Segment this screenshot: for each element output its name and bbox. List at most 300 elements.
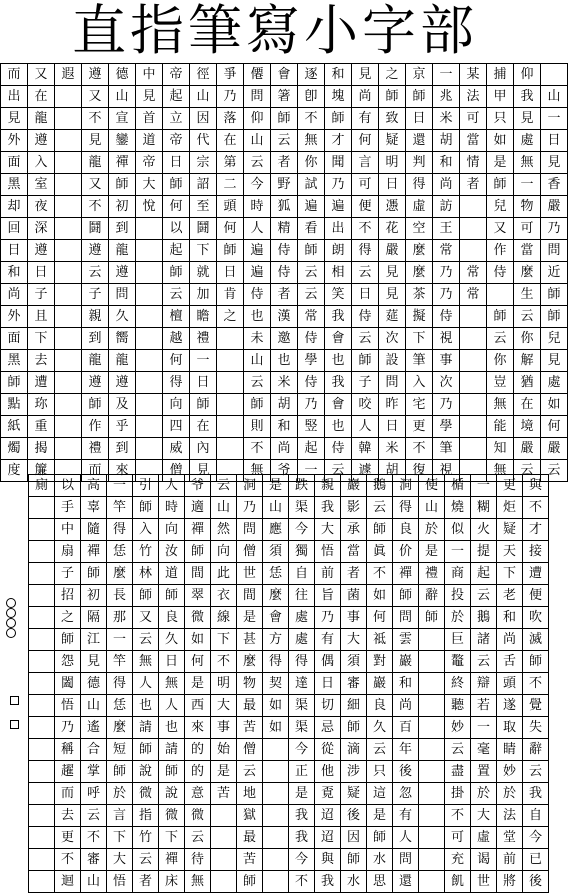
grid-row	[29, 651, 549, 673]
grid-cell: 起	[163, 240, 190, 262]
grid-cell: 須	[341, 651, 367, 673]
grid-cell: 尚	[271, 438, 298, 460]
grid-cell: 睛	[497, 739, 523, 761]
grid-cell: 常	[433, 240, 460, 262]
grid-cell: 山	[244, 350, 271, 372]
grid-cell: 不	[55, 849, 81, 871]
grid-cell: 僧	[163, 460, 190, 482]
grid-cell: 遍	[244, 240, 271, 262]
grid-cell: 扇	[55, 541, 81, 563]
grid-row	[1, 372, 568, 394]
grid-cell: 瞻	[190, 306, 217, 328]
grid-row	[1, 86, 568, 108]
grid-cell: 山	[211, 497, 237, 519]
grid-row	[29, 629, 549, 651]
grid-cell: 米	[379, 438, 406, 460]
grid-cell: 有	[393, 805, 419, 827]
grid-cell: 毫	[471, 739, 497, 761]
grid-cell: 掌	[81, 761, 107, 783]
grid-cell: 不	[289, 871, 315, 893]
grid-cell: 鬪	[82, 218, 109, 240]
grid-cell	[419, 673, 445, 695]
grid-row	[1, 130, 568, 152]
grid-cell: 是	[185, 673, 211, 695]
grid-cell: 子	[352, 372, 379, 394]
grid-cell: 如	[367, 585, 393, 607]
grid-cell: 老	[497, 585, 523, 607]
grid-cell: 山	[419, 497, 445, 519]
grid-cell: 眞	[367, 541, 393, 563]
grid-cell	[460, 416, 487, 438]
grid-cell	[419, 629, 445, 651]
grid-cell: 師	[541, 306, 568, 328]
grid-cell	[29, 629, 55, 651]
grid-cell: 甚	[237, 629, 263, 651]
grid-cell: 師	[159, 761, 185, 783]
grid-cell: 於	[445, 607, 471, 629]
grid-cell: 師	[352, 350, 379, 372]
grid-cell: 遵	[82, 64, 109, 86]
grid-cell: 渠	[289, 695, 315, 717]
grid-cell: 言	[107, 805, 133, 827]
grid-cell: 親	[315, 475, 341, 497]
grid-cell	[460, 394, 487, 416]
grid-cell: 一	[107, 475, 133, 497]
grid-cell: 是	[289, 783, 315, 805]
grid-cell: 云	[133, 629, 159, 651]
grid-cell: 德	[81, 673, 107, 695]
grid-cell	[487, 284, 514, 306]
grid-cell: 禮	[82, 438, 109, 460]
grid-cell: 知	[487, 438, 514, 460]
grid-cell: 之	[217, 306, 244, 328]
grid-cell: 何	[217, 218, 244, 240]
grid-cell: 雲	[393, 629, 419, 651]
grid-cell: 學	[298, 350, 325, 372]
grid-cell: 師	[325, 108, 352, 130]
grid-cell: 後	[393, 761, 419, 783]
grid-cell	[29, 651, 55, 673]
grid-cell: 於	[107, 783, 133, 805]
grid-cell: 審	[81, 849, 107, 871]
grid-cell: 手	[55, 497, 81, 519]
grid-cell: 問	[244, 86, 271, 108]
grid-cell: 子	[28, 284, 55, 306]
grid-cell: 徑	[190, 64, 217, 86]
grid-cell: 僧	[237, 739, 263, 761]
grid-cell: 日	[190, 372, 217, 394]
grid-cell: 合	[81, 739, 107, 761]
grid-cell: 簾	[28, 460, 55, 482]
grid-cell: 麼	[107, 717, 133, 739]
grid-cell: 隔	[81, 607, 107, 629]
grid-cell: 師	[217, 240, 244, 262]
grid-cell: 日	[1, 240, 28, 262]
grid-cell	[55, 284, 82, 306]
grid-cell: 短	[107, 739, 133, 761]
grid-cell: 後	[341, 805, 367, 827]
grid-cell: 价	[393, 541, 419, 563]
grid-cell: 兒	[487, 196, 514, 218]
grid-cell: 滅	[523, 629, 549, 651]
grid-cell: 日	[379, 416, 406, 438]
grid-cell: 恁	[107, 695, 133, 717]
grid-cell: 親	[82, 306, 109, 328]
grid-cell: 威	[163, 438, 190, 460]
grid-cell: 及	[109, 394, 136, 416]
grid-cell: 判	[406, 152, 433, 174]
grid-cell: 遽	[352, 460, 379, 482]
margin-marks	[0, 474, 28, 882]
grid-cell: 言	[352, 152, 379, 174]
grid-row	[1, 262, 568, 284]
grid-cell: 前	[315, 563, 341, 585]
grid-cell	[29, 519, 55, 541]
grid-cell: 可	[514, 218, 541, 240]
grid-cell	[419, 651, 445, 673]
grid-cell: 深	[28, 218, 55, 240]
grid-cell: 精	[271, 218, 298, 240]
grid-cell: 在	[514, 394, 541, 416]
grid-cell: 稱	[55, 739, 81, 761]
grid-cell: 乃	[315, 607, 341, 629]
grid-cell: 呼	[81, 783, 107, 805]
grid-cell: 今	[289, 849, 315, 871]
grid-cell: 我	[523, 783, 549, 805]
grid-cell: 還	[406, 130, 433, 152]
grid-cell: 宣	[109, 108, 136, 130]
grid-row	[1, 240, 568, 262]
grid-cell: 一	[471, 475, 497, 497]
grid-row	[1, 108, 568, 130]
grid-cell: 遵	[28, 130, 55, 152]
grid-cell: 便	[352, 196, 379, 218]
grid-cell: 廁	[29, 475, 55, 497]
grid-cell: 和	[271, 416, 298, 438]
grid-cell: 遵	[109, 262, 136, 284]
grid-cell: 水	[367, 849, 393, 871]
grid-cell: 世	[237, 563, 263, 585]
grid-cell: 他	[315, 761, 341, 783]
grid-cell: 人	[352, 416, 379, 438]
grid-cell: 師	[107, 761, 133, 783]
grid-cell: 一	[445, 541, 471, 563]
grid-cell: 良	[393, 519, 419, 541]
grid-cell: 洞	[237, 475, 263, 497]
grid-cell: 乃	[217, 86, 244, 108]
grid-cell: 珎	[28, 394, 55, 416]
grid-cell: 云	[514, 460, 541, 482]
grid-cell: 作	[487, 240, 514, 262]
grid-cell: 云	[133, 849, 159, 871]
grid-cell: 待	[185, 849, 211, 871]
grid-cell	[419, 827, 445, 849]
grid-cell: 師	[133, 497, 159, 519]
grid-cell: 線	[211, 607, 237, 629]
grid-cell: 師	[379, 86, 406, 108]
grid-cell: 云	[237, 761, 263, 783]
grid-cell: 師	[341, 849, 367, 871]
grid-cell: 筆	[433, 438, 460, 460]
grid-cell: 起	[471, 563, 497, 585]
grid-cell: 師	[367, 827, 393, 849]
grid-cell: 中	[55, 519, 81, 541]
grid-cell: 不	[211, 651, 237, 673]
grid-cell: 設	[379, 350, 406, 372]
grid-cell: 請	[133, 717, 159, 739]
grid-cell: 燭	[1, 438, 28, 460]
grid-cell: 我	[289, 827, 315, 849]
grid-cell: 代	[190, 130, 217, 152]
grid-cell: 紙	[1, 416, 28, 438]
grid-cell: 應	[263, 519, 289, 541]
grid-cell: 遂	[497, 695, 523, 717]
grid-cell: 無	[298, 130, 325, 152]
grid-cell: 苦	[237, 717, 263, 739]
grid-cell: 宅	[406, 394, 433, 416]
grid-cell: 云	[445, 739, 471, 761]
grid-cell	[55, 262, 82, 284]
grid-cell: 乃	[55, 717, 81, 739]
grid-cell: 巖	[341, 475, 367, 497]
grid-cell: 捕	[487, 64, 514, 86]
grid-cell	[136, 416, 163, 438]
grid-cell: 糊	[471, 497, 497, 519]
grid-cell: 加	[190, 284, 217, 306]
grid-cell: 德	[109, 64, 136, 86]
grid-cell: 一	[107, 629, 133, 651]
grid-cell: 第	[217, 152, 244, 174]
grid-cell: 可	[352, 174, 379, 196]
grid-cell	[419, 849, 445, 871]
grid-cell: 師	[271, 108, 298, 130]
grid-row	[1, 306, 568, 328]
grid-cell: 如	[185, 629, 211, 651]
grid-cell: 將	[497, 871, 523, 893]
grid-cell: 云	[298, 284, 325, 306]
grid-cell: 云	[82, 262, 109, 284]
grid-cell: 師	[190, 394, 217, 416]
grid-cell: 逐	[298, 64, 325, 86]
grid-cell: 又	[82, 174, 109, 196]
grid-cell: 更	[55, 827, 81, 849]
grid-cell: 和	[497, 607, 523, 629]
grid-cell: 你	[298, 152, 325, 174]
grid-cell: 而	[82, 460, 109, 482]
grid-cell: 吹	[523, 607, 549, 629]
grid-cell: 指	[133, 805, 159, 827]
grid-row	[1, 438, 568, 460]
grid-cell: 也	[244, 306, 271, 328]
grid-cell: 良	[159, 607, 185, 629]
grid-cell: 承	[341, 519, 367, 541]
grid-cell: 云	[271, 130, 298, 152]
grid-row	[1, 328, 568, 350]
grid-cell: 引	[133, 475, 159, 497]
grid-cell: 日	[28, 262, 55, 284]
grid-cell: 審	[341, 673, 367, 695]
grid-cell: 朗	[325, 240, 352, 262]
grid-cell: 你	[487, 350, 514, 372]
grid-cell: 云	[325, 460, 352, 482]
grid-cell	[460, 328, 487, 350]
grid-cell: 當	[514, 240, 541, 262]
grid-cell: 塊	[325, 86, 352, 108]
grid-cell	[136, 372, 163, 394]
grid-row	[29, 871, 549, 893]
grid-cell: 便	[523, 585, 549, 607]
grid-cell: 悟	[315, 541, 341, 563]
grid-cell: 於	[419, 519, 445, 541]
grid-cell: 問	[393, 607, 419, 629]
grid-cell	[55, 350, 82, 372]
grid-cell: 趯	[55, 761, 81, 783]
grid-cell: 是	[237, 607, 263, 629]
grid-cell: 無	[487, 394, 514, 416]
grid-cell: 便	[419, 475, 445, 497]
grid-cell: 僊	[244, 64, 271, 86]
grid-row	[29, 497, 549, 519]
grid-cell: 細	[341, 695, 367, 717]
grid-cell: 胡	[271, 394, 298, 416]
grid-cell: 燒	[445, 497, 471, 519]
grid-cell: 山	[541, 86, 568, 108]
grid-cell: 猶	[514, 372, 541, 394]
grid-cell: 物	[237, 673, 263, 695]
grid-cell: 者	[460, 174, 487, 196]
grid-cell: 侍	[487, 262, 514, 284]
grid-cell: 師	[523, 651, 549, 673]
grid-cell: 不	[298, 108, 325, 130]
grid-cell: 山	[263, 497, 289, 519]
grid-cell	[55, 196, 82, 218]
grid-cell: 久	[159, 629, 185, 651]
grid-cell: 師	[298, 240, 325, 262]
grid-cell: 自	[289, 563, 315, 585]
grid-cell: 復	[406, 460, 433, 482]
grid-cell	[136, 306, 163, 328]
grid-cell: 楯	[445, 475, 471, 497]
lower-text-grid	[28, 474, 549, 893]
grid-cell: 對	[367, 651, 393, 673]
grid-cell: 云	[244, 372, 271, 394]
grid-cell: 下	[190, 240, 217, 262]
grid-cell: 高	[81, 475, 107, 497]
grid-cell: 狐	[271, 196, 298, 218]
grid-cell: 師	[55, 629, 81, 651]
grid-cell: 滴	[341, 739, 367, 761]
grid-cell: 日	[406, 108, 433, 130]
grid-cell: 一	[471, 717, 497, 739]
grid-cell: 如	[263, 717, 289, 739]
grid-cell: 次	[379, 328, 406, 350]
grid-cell: 也	[159, 717, 185, 739]
grid-cell: 到	[109, 218, 136, 240]
grid-cell	[136, 350, 163, 372]
grid-cell: 聞	[325, 152, 352, 174]
grid-cell: 的	[185, 761, 211, 783]
grid-row	[1, 218, 568, 240]
grid-cell: 禪	[109, 152, 136, 174]
grid-cell: 當	[341, 541, 367, 563]
grid-cell: 在	[190, 416, 217, 438]
circle-mark-icon	[6, 608, 16, 618]
grid-cell: 怨	[55, 651, 81, 673]
grid-cell: 乃	[433, 284, 460, 306]
grid-cell: 侍	[244, 284, 271, 306]
grid-row	[1, 284, 568, 306]
grid-cell: 師	[406, 86, 433, 108]
grid-cell: 遵	[109, 372, 136, 394]
grid-cell: 嚮	[109, 328, 136, 350]
grid-cell: 向	[163, 394, 190, 416]
grid-cell	[263, 805, 289, 827]
grid-cell: 人	[393, 827, 419, 849]
grid-cell	[136, 218, 163, 240]
grid-cell: 以	[163, 218, 190, 240]
grid-cell: 今	[523, 827, 549, 849]
grid-cell	[55, 174, 82, 196]
circle-mark-icon	[6, 618, 16, 628]
grid-cell: 視	[433, 328, 460, 350]
grid-cell: 檀	[163, 306, 190, 328]
grid-cell: 巖	[367, 673, 393, 695]
grid-cell: 人	[159, 695, 185, 717]
grid-cell: 辜	[81, 497, 107, 519]
grid-cell: 會	[263, 607, 289, 629]
grid-cell	[136, 240, 163, 262]
grid-cell: 如	[487, 130, 514, 152]
grid-cell: 箸	[271, 86, 298, 108]
grid-cell: 京	[406, 64, 433, 86]
grid-cell: 涉	[341, 761, 367, 783]
grid-cell: 無	[514, 152, 541, 174]
grid-cell: 黑	[1, 350, 28, 372]
grid-cell: 至	[190, 196, 217, 218]
grid-cell: 舌	[497, 651, 523, 673]
grid-cell: 投	[445, 585, 471, 607]
grid-cell	[460, 218, 487, 240]
grid-cell: 云	[367, 739, 393, 761]
grid-cell: 落	[217, 108, 244, 130]
grid-cell: 日	[217, 262, 244, 284]
grid-cell: 山	[109, 86, 136, 108]
grid-cell: 掛	[445, 783, 471, 805]
grid-cell: 水	[341, 871, 367, 893]
grid-cell	[55, 416, 82, 438]
grid-row	[1, 350, 568, 372]
grid-cell: 大	[341, 629, 367, 651]
grid-cell: 者	[271, 284, 298, 306]
grid-cell: 咬	[352, 394, 379, 416]
grid-cell: 慿	[379, 196, 406, 218]
grid-cell	[217, 416, 244, 438]
grid-cell: 事	[211, 717, 237, 739]
grid-cell: 虛	[471, 827, 497, 849]
grid-cell: 帝	[136, 152, 163, 174]
grid-cell: 竿	[107, 651, 133, 673]
grid-cell: 悅	[136, 196, 163, 218]
grid-cell: 之	[55, 607, 81, 629]
grid-cell: 仰	[514, 64, 541, 86]
grid-cell: 處	[289, 629, 315, 651]
grid-cell: 邀	[271, 328, 298, 350]
grid-cell: 忽	[393, 783, 419, 805]
grid-cell: 尚	[433, 174, 460, 196]
grid-cell: 正	[289, 761, 315, 783]
grid-cell: 和	[433, 152, 460, 174]
grid-cell: 巖	[393, 651, 419, 673]
